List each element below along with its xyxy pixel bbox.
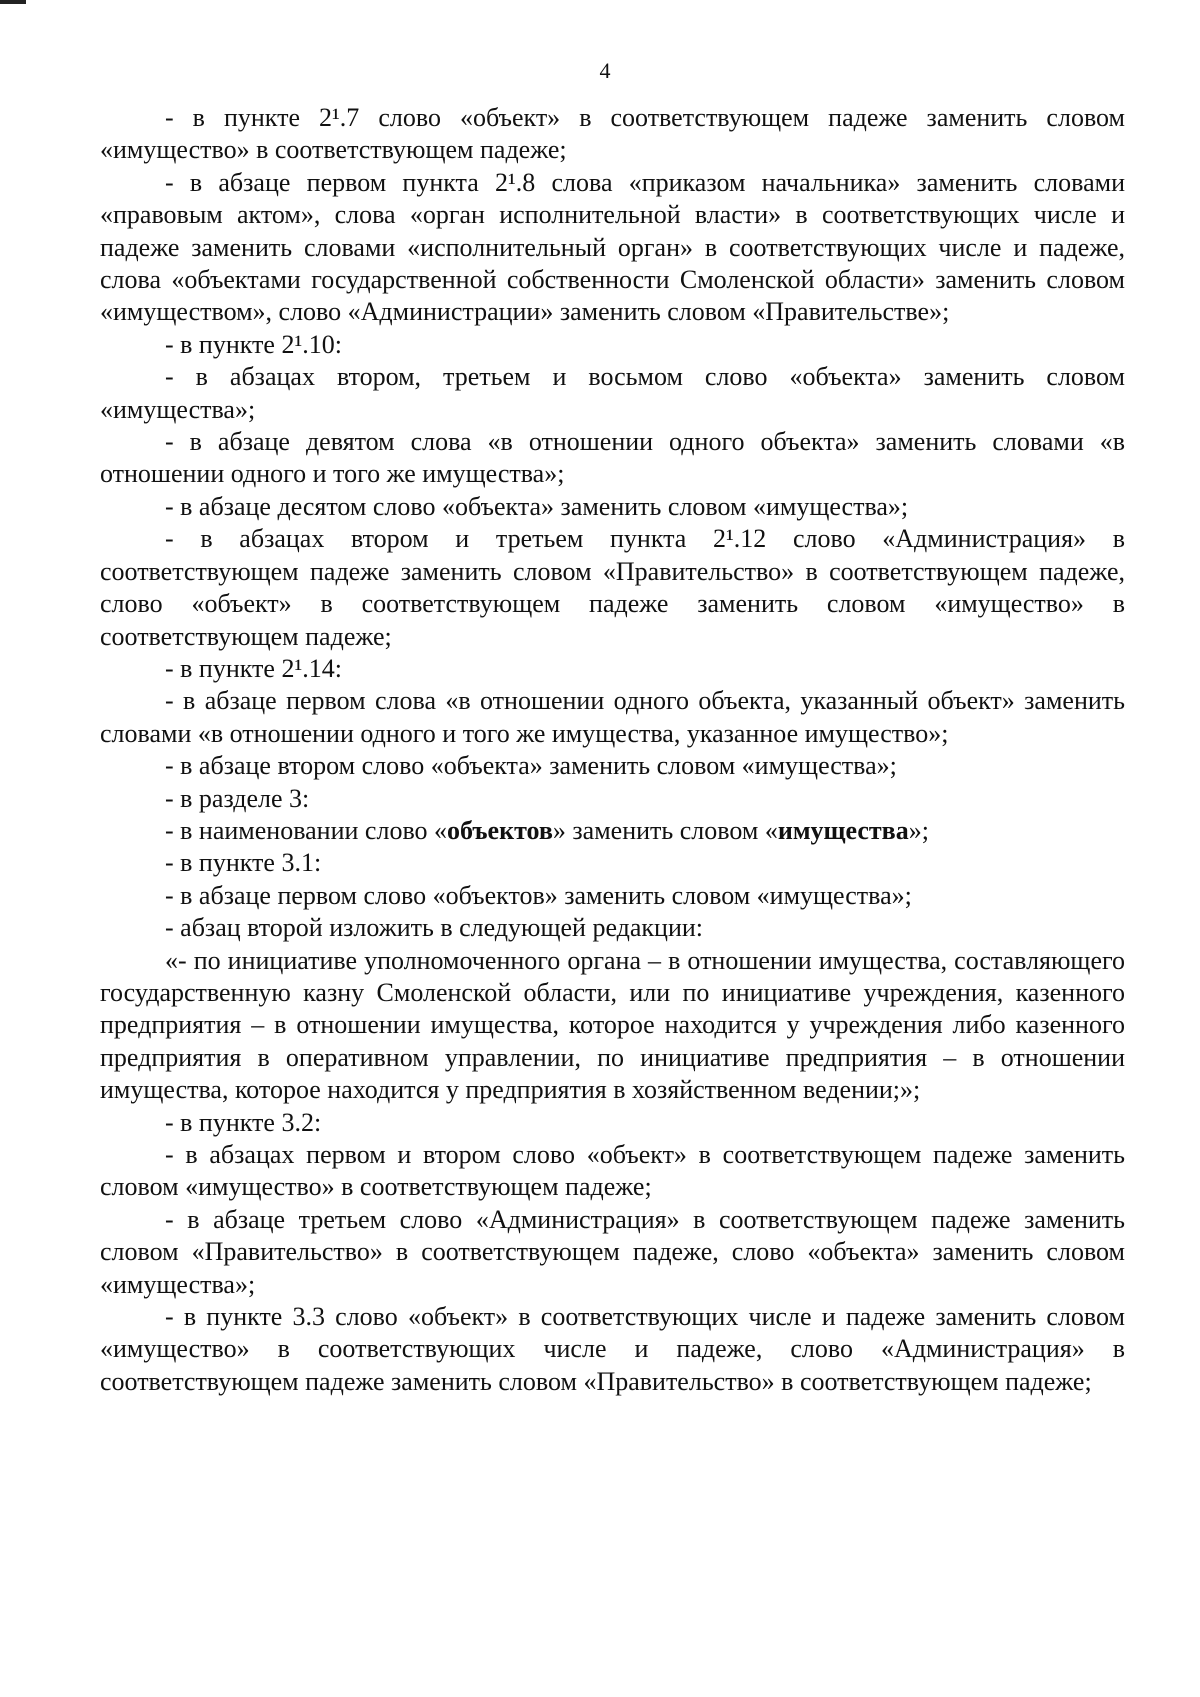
paragraph-12-bold-term: объектов <box>447 815 553 845</box>
paragraph-8: - в пункте 2¹.14: <box>165 653 342 683</box>
paragraph-16-quoted-revision: «- по инициативе уполномоченного органа – в отношении имущества, составляющего государственную казну Смоленской области, или по инициативе учреждения, казенного предприятия – в отношении имущества, которое находится у учреждения либо казенного предприятия в оперативном управлении, по инициативе предприятия – в отношении имущества, которое находится у предприятия в хозяйственном ведении;»; <box>100 945 1125 1105</box>
paragraph-19: - в абзаце третьем слово «Администрация» в соответствующем падеже заменить словом «Правительство» в соответствующем падеже, слово «объекта» заменить словом «имущества»; <box>100 1204 1125 1299</box>
paragraph-12-segment: » заменить словом « <box>552 815 778 845</box>
paragraph-18: - в абзацах первом и втором слово «объект» в соответствующем падеже заменить словом «имущество» в соответствующем падеже; <box>100 1140 1125 1202</box>
paragraph-12 <box>100 815 1125 847</box>
paragraph-6: - в абзаце десятом слово «объекта» заменить словом «имущества»; <box>165 491 909 521</box>
paragraph-17: - в пункте 3.2: <box>165 1107 322 1137</box>
paragraph-12-segment: »; <box>908 815 929 845</box>
paragraph-2: - в абзаце первом пункта 2¹.8 слова «приказом начальника» заменить словами «правовым актом», слова «орган исполнительной власти» в соответствующих числе и падеже заменить словами «исполнительный орган» в соответствующих числе и падеже, слова «объектами государственной собственности Смоленской области» заменить словом «имуществом», слово «Администрации» заменить словом «Правительстве»; <box>100 167 1125 327</box>
paragraph-10: - в абзаце втором слово «объекта» заменить словом «имущества»; <box>165 751 897 781</box>
paragraph-15: - абзац второй изложить в следующей редакции: <box>165 913 704 943</box>
document-body <box>100 102 1125 1398</box>
scan-edge-mark <box>0 0 26 4</box>
page-number: 4 <box>599 58 611 83</box>
paragraph-13: - в пункте 3.1: <box>165 848 322 878</box>
paragraph-4: - в абзацах втором, третьем и восьмом слово «объекта» заменить словом «имущества»; <box>100 362 1125 424</box>
paragraph-7: - в абзацах втором и третьем пункта 2¹.12 слово «Администрация» в соответствующем падеже заменить словом «Правительство» в соответствующем падеже, слово «объект» в соответствующем падеже заменить словом «имущество» в соответствующем падеже; <box>100 524 1125 651</box>
paragraph-12-segment: - в наименовании слово « <box>165 815 448 845</box>
paragraph-5: - в абзаце девятом слова «в отношении одного объекта» заменить словами «в отношении одного и того же имущества»; <box>100 427 1125 489</box>
paragraph-1: - в пункте 2¹.7 слово «объект» в соответствующем падеже заменить словом «имущество» в соответствующем падеже; <box>100 103 1125 165</box>
paragraph-20: - в пункте 3.3 слово «объект» в соответствующих числе и падеже заменить словом «имущество» в соответствующих числе и падеже, слово «Администрация» в соответствующем падеже заменить словом «Правительство» в соответствующем падеже; <box>100 1302 1125 1396</box>
paragraph-3: - в пункте 2¹.10: <box>165 329 342 359</box>
paragraph-9: - в абзаце первом слова «в отношении одного объекта, указанный объект» заменить словами «в отношении одного и того же имущества, указанное имущество»; <box>100 686 1125 748</box>
paragraph-14: - в абзаце первом слово «объектов» заменить словом «имущества»; <box>165 880 912 910</box>
paragraph-11: - в разделе 3: <box>165 783 310 813</box>
paragraph-12-bold-term: имущества <box>777 815 909 845</box>
